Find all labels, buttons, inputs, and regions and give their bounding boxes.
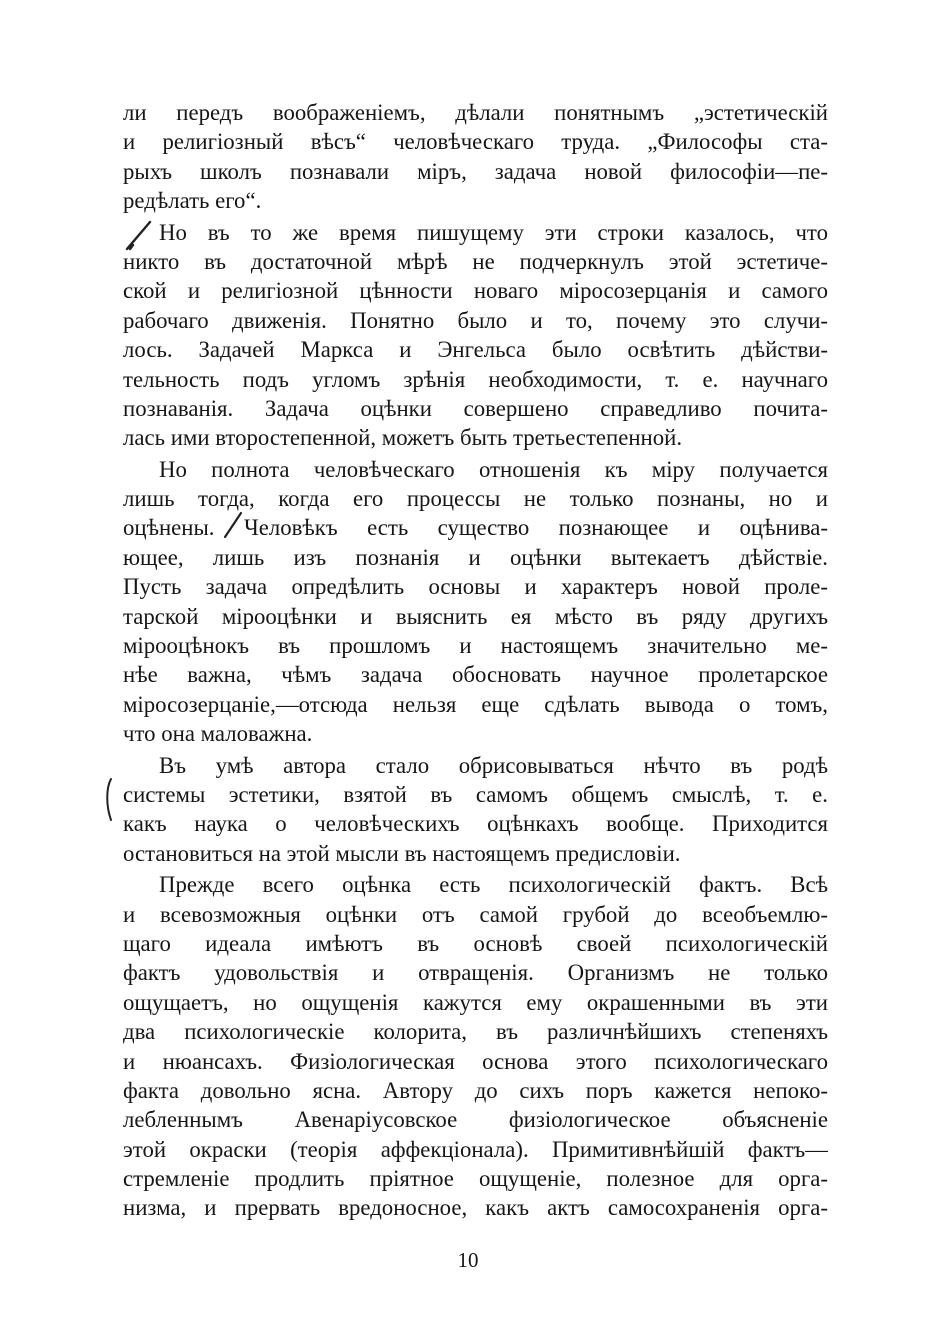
text-line: никто въ достаточной мѣрѣ не подчеркнулъ этой эстетиче- xyxy=(123,248,828,274)
page-body xyxy=(123,98,828,1225)
text-line: тарской мiрооцѣнки и выяснить ея мѣсто въ ряду другихъ xyxy=(123,603,828,629)
text-line: редѣлать его“. xyxy=(123,188,262,214)
text-line: рабочаго движенiя. Понятно было и то, почему это случи- xyxy=(123,307,828,333)
pencil-slash-mark xyxy=(222,510,244,540)
paragraph xyxy=(123,870,828,1223)
text-line: оцѣнены. Человѣкъ есть существо познающее и оцѣнива- xyxy=(123,515,828,541)
text-line: мiрооцѣнокъ въ прошломъ и настоящемъ значительно ме- xyxy=(123,633,828,659)
text-line: мiросозерцанiе,—отсюда нельзя еще сдѣлать вывода о томъ, xyxy=(123,691,828,717)
paragraph xyxy=(123,751,828,869)
text-line: низма, и прервать вредоносное, какъ актъ самосохраненiя орга- xyxy=(123,1195,828,1221)
page-number: 10 xyxy=(457,1248,479,1272)
text-line: лишь тогда, когда его процессы не только познаны, но и xyxy=(123,486,828,512)
pencil-slash-mark xyxy=(124,218,154,252)
text-line: и нюансахъ. Физiологическая основа этого психологическаго xyxy=(123,1048,828,1074)
text-line: ли передъ воображенiемъ, дѣлали понятнымъ „эстетическiй xyxy=(123,100,828,125)
text-line: что она маловажна. xyxy=(123,721,313,747)
text-line: лебленнымъ Авенарiусовское физiологическое объясненiе xyxy=(123,1107,828,1133)
text-line: два психологическiе колорита, въ различнѣйшихъ степеняхъ xyxy=(123,1019,828,1045)
text-line: фактъ удовольствiя и отвращенiя. Организмъ не только xyxy=(123,960,828,986)
text-line: тельность подъ угломъ зрѣнiя необходимости, т. е. научнаго xyxy=(123,366,828,392)
text-line: щаго идеала имѣютъ въ основѣ своей психологическiй xyxy=(123,930,828,956)
paragraph xyxy=(123,98,828,216)
text-line: какъ наука о человѣческихъ оцѣнкахъ вообще. Приходится xyxy=(123,811,828,837)
text-line: ощущаетъ, но ощущенiя кажутся ему окрашенными въ эти xyxy=(123,989,828,1015)
text-line: Въ умѣ автора стало обрисовываться нѣчто въ родѣ xyxy=(159,752,828,778)
text-line: ющее, лишь изъ познанiя и оцѣнки вытекаетъ дѣйствiе. xyxy=(123,544,828,570)
text-line: рыхъ школъ познавали мiръ, задача новой философiи—пе- xyxy=(123,158,828,184)
text-line: остановиться на этой мысли въ настоящемъ предисловiи. xyxy=(123,840,681,866)
text-line: лась ими второстепенной, можетъ быть третьестепенной. xyxy=(123,425,683,451)
text-line: Прежде всего оцѣнка есть психологическiй фактъ. Всѣ xyxy=(159,872,828,898)
text-line: Пусть задача опредѣлить основы и характеръ новой проле- xyxy=(123,574,828,600)
text-line: системы эстетики, взятой въ самомъ общемъ смыслѣ, т. е. xyxy=(123,781,828,807)
text-line: этой окраски (теорiя аффекцiонала). Примитивнѣйшiй фактъ— xyxy=(123,1136,828,1162)
text-line: Но въ то же время пишущему эти строки казалось, что xyxy=(159,219,828,245)
text-line: факта довольно ясна. Автору до сихъ поръ кажется непоко- xyxy=(123,1077,828,1103)
text-line: и религiозный вѣсъ“ человѣческаго труда. „Философы ста- xyxy=(123,129,828,155)
margin-bracket-mark xyxy=(102,776,116,826)
text-line: нѣе важна, чѣмъ задача обосновать научное пролетарское xyxy=(123,662,828,688)
paragraph xyxy=(123,218,828,453)
text-line: стремленiе продлить прiятное ощущенiе, полезное для орга- xyxy=(123,1166,828,1192)
paragraph xyxy=(123,455,828,749)
text-line: ской и религiозной цѣнности новаго мiросозерцанiя и самого xyxy=(123,278,828,304)
text-line: и всевозможныя оцѣнки отъ самой грубой до всеобъемлю- xyxy=(123,901,828,927)
text-line: лось. Задачей Маркса и Энгельса было освѣтить дѣйстви- xyxy=(123,337,828,363)
text-line: познаванiя. Задача оцѣнки совершено справедливо почита- xyxy=(123,395,828,421)
text-line: Но полнота человѣческаго отношенiя къ мiру получается xyxy=(159,456,828,482)
